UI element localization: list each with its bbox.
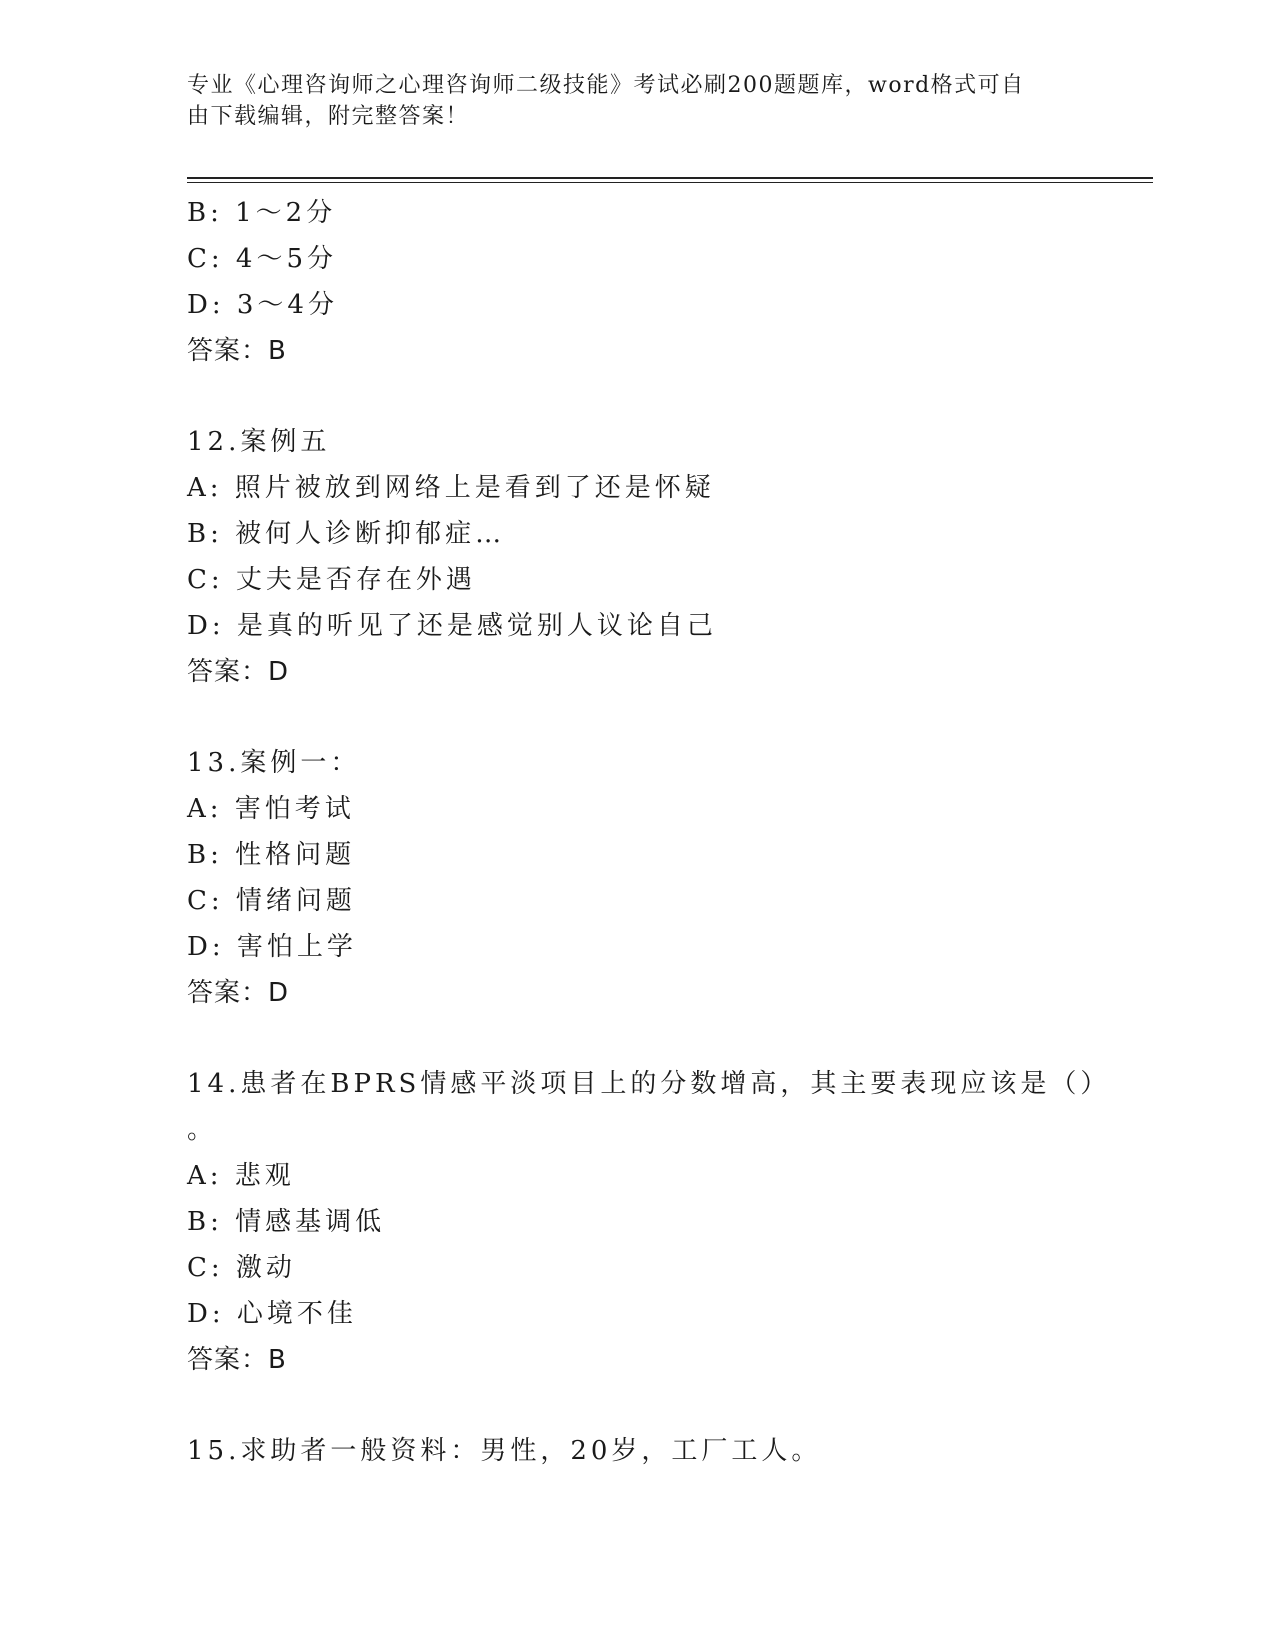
- option-c: C: 4～5分: [187, 244, 338, 274]
- question-14: [187, 1061, 1111, 1383]
- option-d: D: 是真的听见了还是感觉别人议论自己: [187, 611, 717, 641]
- header-line-2: 由下载编辑，附完整答案！: [187, 104, 470, 129]
- answer-line: 答案：D: [187, 978, 290, 1008]
- option-d: D: 3～4分: [187, 290, 338, 320]
- option-c: C: 情绪问题: [187, 886, 356, 916]
- question-title: 13.案例一：: [187, 748, 361, 778]
- header-divider-thin: [187, 182, 1153, 183]
- question-list: [187, 190, 1111, 1474]
- header-divider-thick: [187, 177, 1153, 179]
- option-b: B: 被何人诊断抑郁症…: [187, 519, 506, 549]
- option-b: B: 性格问题: [187, 840, 356, 870]
- option-a: A: 悲观: [187, 1161, 295, 1191]
- option-a: A: 害怕考试: [187, 794, 355, 824]
- option-c: C: 丈夫是否存在外遇: [187, 565, 476, 595]
- question-13: [187, 740, 1087, 1016]
- header-line-1: 专业《心理咨询师之心理咨询师二级技能》考试必刷200题题库，word格式可自: [187, 73, 1025, 98]
- question-title: 14.患者在BPRS情感平淡项目上的分数增高，其主要表现应该是（）: [187, 1069, 1111, 1099]
- question-11-continued: [187, 190, 1087, 374]
- question-title: 12.案例五: [187, 427, 331, 457]
- option-c: C: 激动: [187, 1253, 296, 1283]
- question-title: 15.求助者一般资料：男性，20岁，工厂工人。: [187, 1436, 822, 1466]
- question-title-tail: 。: [187, 1115, 218, 1145]
- document-header: [187, 70, 1067, 132]
- answer-line: 答案：D: [187, 657, 290, 687]
- option-b: B: 1～2分: [187, 198, 337, 228]
- option-d: D: 害怕上学: [187, 932, 357, 962]
- question-15: [187, 1428, 1087, 1474]
- option-a: A: 照片被放到网络上是看到了还是怀疑: [187, 473, 715, 503]
- option-b: B: 情感基调低: [187, 1207, 386, 1237]
- spacer: [187, 1016, 1087, 1061]
- spacer: [187, 695, 1087, 740]
- answer-line: 答案：B: [187, 1345, 287, 1375]
- spacer: [187, 1383, 1087, 1428]
- question-12: [187, 419, 1087, 695]
- answer-line: 答案：B: [187, 336, 287, 366]
- option-d: D: 心境不佳: [187, 1299, 357, 1329]
- spacer: [187, 374, 1087, 419]
